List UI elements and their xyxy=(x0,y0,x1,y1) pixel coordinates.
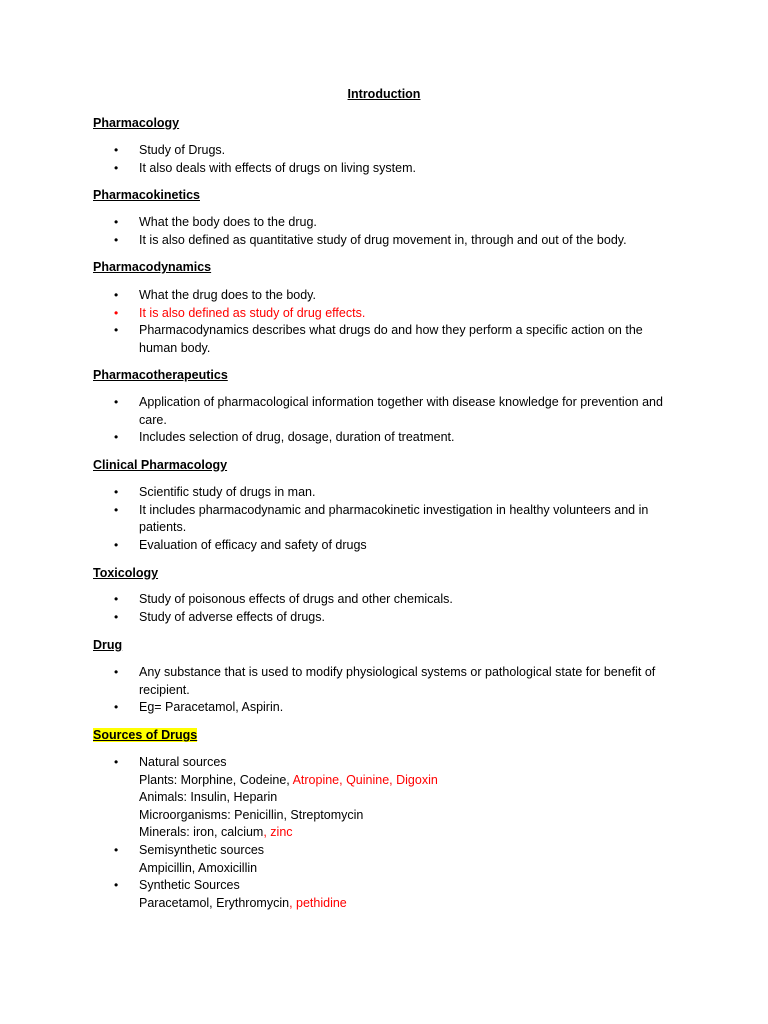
bullet-icon: • xyxy=(114,232,119,247)
plants-line: Plants: Morphine, Codeine, Atropine, Quinine, Digoxin xyxy=(139,772,438,787)
highlighted-heading: Sources of Drugs xyxy=(93,728,198,742)
minerals-line: Minerals: iron, calcium, zinc xyxy=(139,825,293,840)
list-toxicology xyxy=(0,591,768,626)
bullet-icon: • xyxy=(114,537,119,552)
list-item-natural-sources xyxy=(0,754,768,842)
list-item: • It is also defined as study of drug effects. xyxy=(0,305,768,323)
heading-toxicology: Toxicology xyxy=(93,566,159,580)
minerals-red-text: , zinc xyxy=(263,825,293,840)
semisynthetic-label: Semisynthetic sources xyxy=(139,842,265,857)
list-item: • Study of adverse effects of drugs. xyxy=(0,609,768,627)
list-item-semisynthetic-sources xyxy=(0,842,768,877)
heading-drug: Drug xyxy=(93,638,123,652)
plants-red-text: Atropine, Quinine, Digoxin xyxy=(292,772,438,787)
heading-clinical-pharmacology: Clinical Pharmacology xyxy=(93,458,228,472)
bullet-icon: • xyxy=(114,430,119,445)
bullet-icon: • xyxy=(114,485,119,499)
list-item: • Study of poisonous effects of drugs and other chemicals. xyxy=(0,591,768,609)
list-item: • Scientific study of drugs in man. xyxy=(0,484,768,502)
list-pharmacotherapeutics xyxy=(0,394,768,447)
list-item: • Application of pharmacological information together with disease knowledge for prevention and care. xyxy=(114,395,663,427)
list-item: • Evaluation of efficacy and safety of drugs xyxy=(0,537,768,555)
list-item: • It includes pharmacodynamic and pharmacokinetic investigation in healthy volunteers and in patients. xyxy=(114,502,649,535)
bullet-icon: • xyxy=(114,502,119,517)
list-item: • What the drug does to the body. xyxy=(0,287,768,305)
list-item: • Study of Drugs. xyxy=(0,142,768,160)
list-drug xyxy=(0,664,768,717)
heading-sources-of-drugs xyxy=(93,727,197,743)
list-item: • Any substance that is used to modify physiological systems or pathological state for benefit of recipient. xyxy=(114,665,656,697)
synthetic-examples: Paracetamol, Erythromycin, pethidine xyxy=(139,895,347,910)
bullet-icon: • xyxy=(114,305,119,320)
list-item: • It also deals with effects of drugs on living system. xyxy=(0,160,768,178)
bullet-icon: • xyxy=(114,288,119,302)
bullet-icon: • xyxy=(114,609,119,624)
list-item: • It is also defined as quantitative study of drug movement in, through and out of the body. xyxy=(0,232,768,250)
synthetic-red-text: , pethidine xyxy=(289,895,347,910)
list-clinical-pharmacology xyxy=(0,484,768,554)
list-pharmacology xyxy=(0,142,768,177)
semisynthetic-examples: Ampicillin, Amoxicillin xyxy=(139,860,258,875)
microorganisms-line: Microorganisms: Penicillin, Streptomycin xyxy=(139,807,364,822)
list-pharmacodynamics xyxy=(0,287,768,357)
bullet-icon: • xyxy=(114,323,119,338)
page-title: Introduction xyxy=(347,87,421,101)
natural-sources-label: Natural sources xyxy=(139,755,227,769)
bullet-icon: • xyxy=(114,755,119,769)
animals-line: Animals: Insulin, Heparin xyxy=(139,790,278,805)
heading-pharmacology: Pharmacology xyxy=(93,116,180,130)
synthetic-label: Synthetic Sources xyxy=(139,878,240,893)
list-sources xyxy=(0,754,768,912)
bullet-icon: • xyxy=(114,143,119,157)
bullet-icon: • xyxy=(114,395,119,409)
heading-pharmacotherapeutics: Pharmacotherapeutics xyxy=(93,368,228,382)
bullet-icon: • xyxy=(114,842,119,857)
list-item: • What the body does to the drug. xyxy=(0,214,768,232)
heading-pharmacodynamics: Pharmacodynamics xyxy=(93,260,212,274)
bullet-icon: • xyxy=(114,592,119,606)
list-item-synthetic-sources xyxy=(0,877,768,912)
heading-pharmacokinetics: Pharmacokinetics xyxy=(93,188,200,202)
bullet-icon: • xyxy=(114,700,119,715)
list-item: • Includes selection of drug, dosage, duration of treatment. xyxy=(0,429,768,447)
bullet-icon: • xyxy=(114,665,119,679)
list-item: • Eg= Paracetamol, Aspirin. xyxy=(0,699,768,717)
list-item: • Pharmacodynamics describes what drugs do and how they perform a specific action on the human body. xyxy=(114,323,643,355)
bullet-icon: • xyxy=(114,160,119,175)
list-pharmacokinetics xyxy=(0,214,768,249)
bullet-icon: • xyxy=(114,215,119,229)
bullet-icon: • xyxy=(114,878,119,893)
